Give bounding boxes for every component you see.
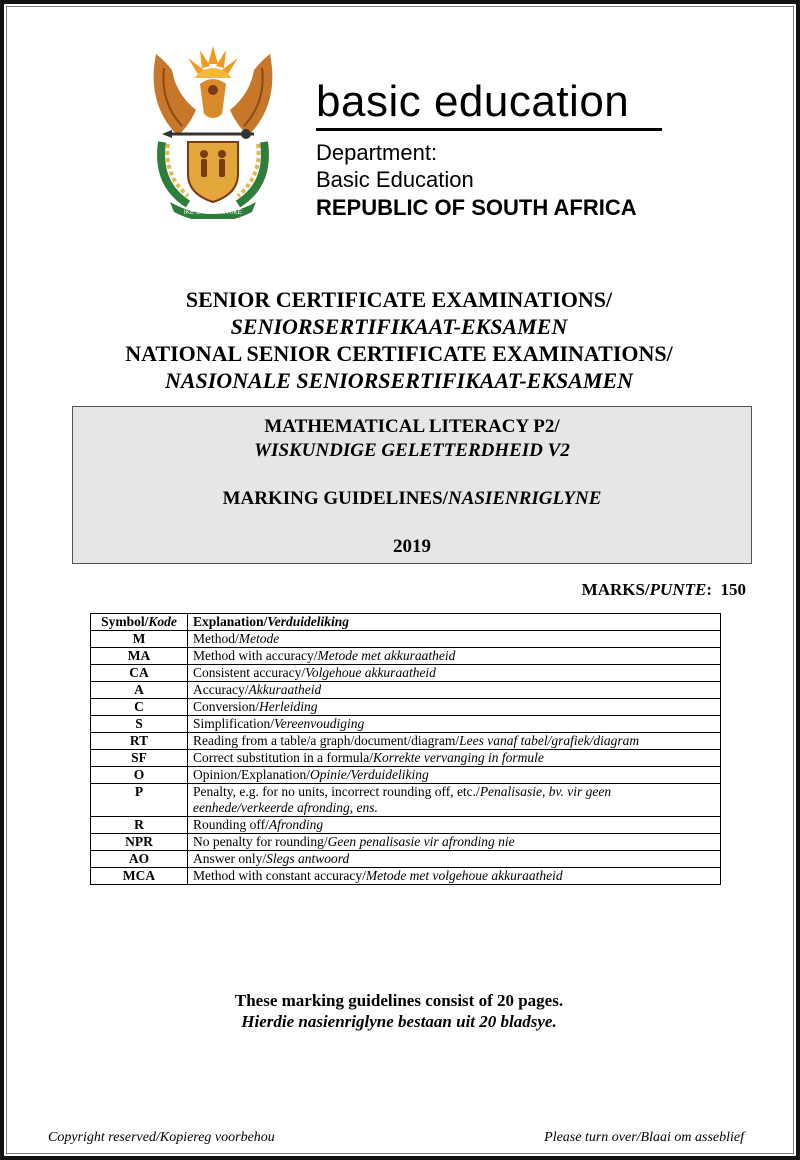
- explanation-afrikaans: Afronding: [268, 817, 324, 832]
- symbol-cell: CA: [91, 665, 188, 682]
- explanation-afrikaans: Vereenvoudiging: [274, 716, 365, 731]
- table-body: [91, 631, 721, 885]
- guidelines-heading: [73, 487, 751, 511]
- explanation-english: Conversion/: [193, 699, 259, 714]
- explanation-cell: [188, 767, 721, 784]
- wreath-right: [238, 142, 265, 204]
- coat-of-arms-logo: [142, 44, 284, 219]
- page-count-english: These marking guidelines consist of 20 pages.: [234, 991, 564, 1010]
- symbol-cell: P: [91, 784, 188, 817]
- wreath-left: [161, 142, 188, 204]
- symbol-cell: MCA: [91, 868, 188, 885]
- explanation-english: Rounding off/: [193, 817, 269, 832]
- motto-text: IKE E: /XARRA //KE: [183, 209, 243, 216]
- explanation-english: Simplification/: [193, 716, 274, 731]
- explanation-header-english: Explanation/: [193, 614, 268, 629]
- table-row: [91, 665, 721, 682]
- explanation-afrikaans: Lees vanaf tabel/grafiek/diagram: [459, 733, 640, 748]
- explanation-cell: [188, 733, 721, 750]
- symbol-cell: A: [91, 682, 188, 699]
- explanation-english: Opinion/Explanation/: [193, 767, 310, 782]
- title-line-1: SENIOR CERTIFICATE EXAMINATIONS/: [185, 287, 613, 312]
- marks-value: 150: [720, 580, 746, 599]
- explanation-afrikaans: Metode met volgehoue akkuraatheid: [365, 868, 563, 883]
- explanation-afrikaans: Akkuraatheid: [248, 682, 322, 697]
- table-row: [91, 682, 721, 699]
- title-line-2: SENIORSERTIFIKAAT-EKSAMEN: [230, 314, 568, 339]
- explanation-cell: [188, 682, 721, 699]
- subject-afrikaans: WISKUNDIGE GELETTERDHEID V2: [254, 440, 570, 461]
- subject-english: MATHEMATICAL LITERACY P2/: [264, 416, 560, 437]
- explanation-cell: [188, 868, 721, 885]
- column-header-symbol: [91, 614, 188, 631]
- department-line-1: Department:: [316, 140, 438, 165]
- table-row: [91, 733, 721, 750]
- table-row: [91, 648, 721, 665]
- table-row: [91, 868, 721, 885]
- explanation-cell: [188, 648, 721, 665]
- explanation-cell: [188, 834, 721, 851]
- explanation-english: Penalty, e.g. for no units, incorrect rounding off, etc./: [193, 784, 480, 799]
- department-line-2: Basic Education: [316, 167, 474, 192]
- explanation-english: Answer only/: [193, 851, 267, 866]
- column-header-explanation: [188, 614, 721, 631]
- country-label: REPUBLIC OF SOUTH AFRICA: [316, 195, 637, 220]
- secretary-bird: [200, 79, 226, 118]
- symbol-cell: AO: [91, 851, 188, 868]
- title-line-3: NATIONAL SENIOR CERTIFICATE EXAMINATIONS/: [125, 341, 673, 366]
- department-label: [316, 139, 666, 193]
- explanation-cell: [188, 817, 721, 834]
- symbol-cell: C: [91, 699, 188, 716]
- page-count-note: [4, 990, 794, 1032]
- title-line-4: NASIONALE SENIORSERTIFIKAAT-EKSAMEN: [164, 368, 634, 393]
- explanation-english: Consistent accuracy/: [193, 665, 306, 680]
- symbol-cell: RT: [91, 733, 188, 750]
- brand-block: [316, 76, 666, 221]
- explanation-english: Method with accuracy/: [193, 648, 318, 663]
- explanation-cell: [188, 716, 721, 733]
- total-marks: MARKS/PUNTE: 150: [581, 580, 746, 599]
- symbol-cell: S: [91, 716, 188, 733]
- sun-emblem: [188, 46, 238, 78]
- symbol-header-afrikaans: Kode: [148, 614, 177, 629]
- explanation-cell: [188, 665, 721, 682]
- explanation-cell: [188, 851, 721, 868]
- exam-year: 2019: [393, 536, 431, 557]
- explanation-english: Method/: [193, 631, 239, 646]
- explanation-cell: [188, 699, 721, 716]
- table-row: [91, 750, 721, 767]
- explanation-afrikaans: Herleiding: [259, 699, 318, 714]
- page-count-afrikaans: Hierdie nasienriglyne bestaan uit 20 bladsye.: [241, 1012, 557, 1031]
- footer-turn-over: Please turn over/Blaai om asseblief: [544, 1130, 744, 1145]
- marks-label-afrikaans: PUNTE: [649, 580, 707, 599]
- brand-divider: [316, 128, 662, 131]
- explanation-english: No penalty for rounding/: [193, 834, 328, 849]
- table-row: [91, 834, 721, 851]
- symbol-header-english: Symbol/: [101, 614, 149, 629]
- explanation-header-afrikaans: Verduideliking: [267, 614, 350, 629]
- table-header-row: [91, 614, 721, 631]
- symbol-cell: NPR: [91, 834, 188, 851]
- explanation-afrikaans: Korrekte vervanging in formule: [372, 750, 544, 765]
- symbol-cell: O: [91, 767, 188, 784]
- explanation-english: Accuracy/: [193, 682, 249, 697]
- explanation-cell: [188, 631, 721, 648]
- explanation-cell: [188, 784, 721, 817]
- brand-title: basic education: [316, 77, 630, 126]
- explanation-english: Method with constant accuracy/: [193, 868, 366, 883]
- symbol-cell: SF: [91, 750, 188, 767]
- shield-icon: [188, 142, 238, 202]
- left-wing: [154, 54, 196, 136]
- subject-box: [72, 406, 752, 564]
- table-row: [91, 784, 721, 817]
- explanation-afrikaans: Geen penalisasie vir afronding nie: [327, 834, 515, 849]
- explanation-afrikaans: Penalisasie, bv. vir geen eenhede/verkeerde afronding, ens.: [193, 784, 612, 815]
- explanation-english: Correct substitution in a formula/: [193, 750, 373, 765]
- guidelines-english: MARKING GUIDELINES/: [222, 488, 448, 509]
- explanation-afrikaans: Metode met akkuraatheid: [317, 648, 456, 663]
- table-row: [91, 817, 721, 834]
- right-wing: [230, 54, 272, 136]
- table-row: [91, 767, 721, 784]
- table-row: [91, 851, 721, 868]
- table-row: [91, 699, 721, 716]
- symbol-cell: MA: [91, 648, 188, 665]
- explanation-afrikaans: Opinie/Verduideliking: [310, 767, 429, 782]
- marking-symbols-table: [90, 613, 721, 885]
- explanation-afrikaans: Volgehoue akkuraatheid: [305, 665, 436, 680]
- explanation-english: Reading from a table/a graph/document/diagram/: [193, 733, 460, 748]
- symbol-cell: R: [91, 817, 188, 834]
- explanation-afrikaans: Metode: [238, 631, 280, 646]
- explanation-cell: [188, 750, 721, 767]
- guidelines-afrikaans: NASIENRIGLYNE: [447, 488, 602, 509]
- exam-titles: [4, 286, 794, 394]
- table-row: [91, 631, 721, 648]
- marks-label-english: MARKS/: [581, 580, 650, 599]
- symbol-cell: M: [91, 631, 188, 648]
- footer-copyright: Copyright reserved/Kopiereg voorbehou: [48, 1130, 275, 1145]
- table-row: [91, 716, 721, 733]
- explanation-afrikaans: Slegs antwoord: [266, 851, 350, 866]
